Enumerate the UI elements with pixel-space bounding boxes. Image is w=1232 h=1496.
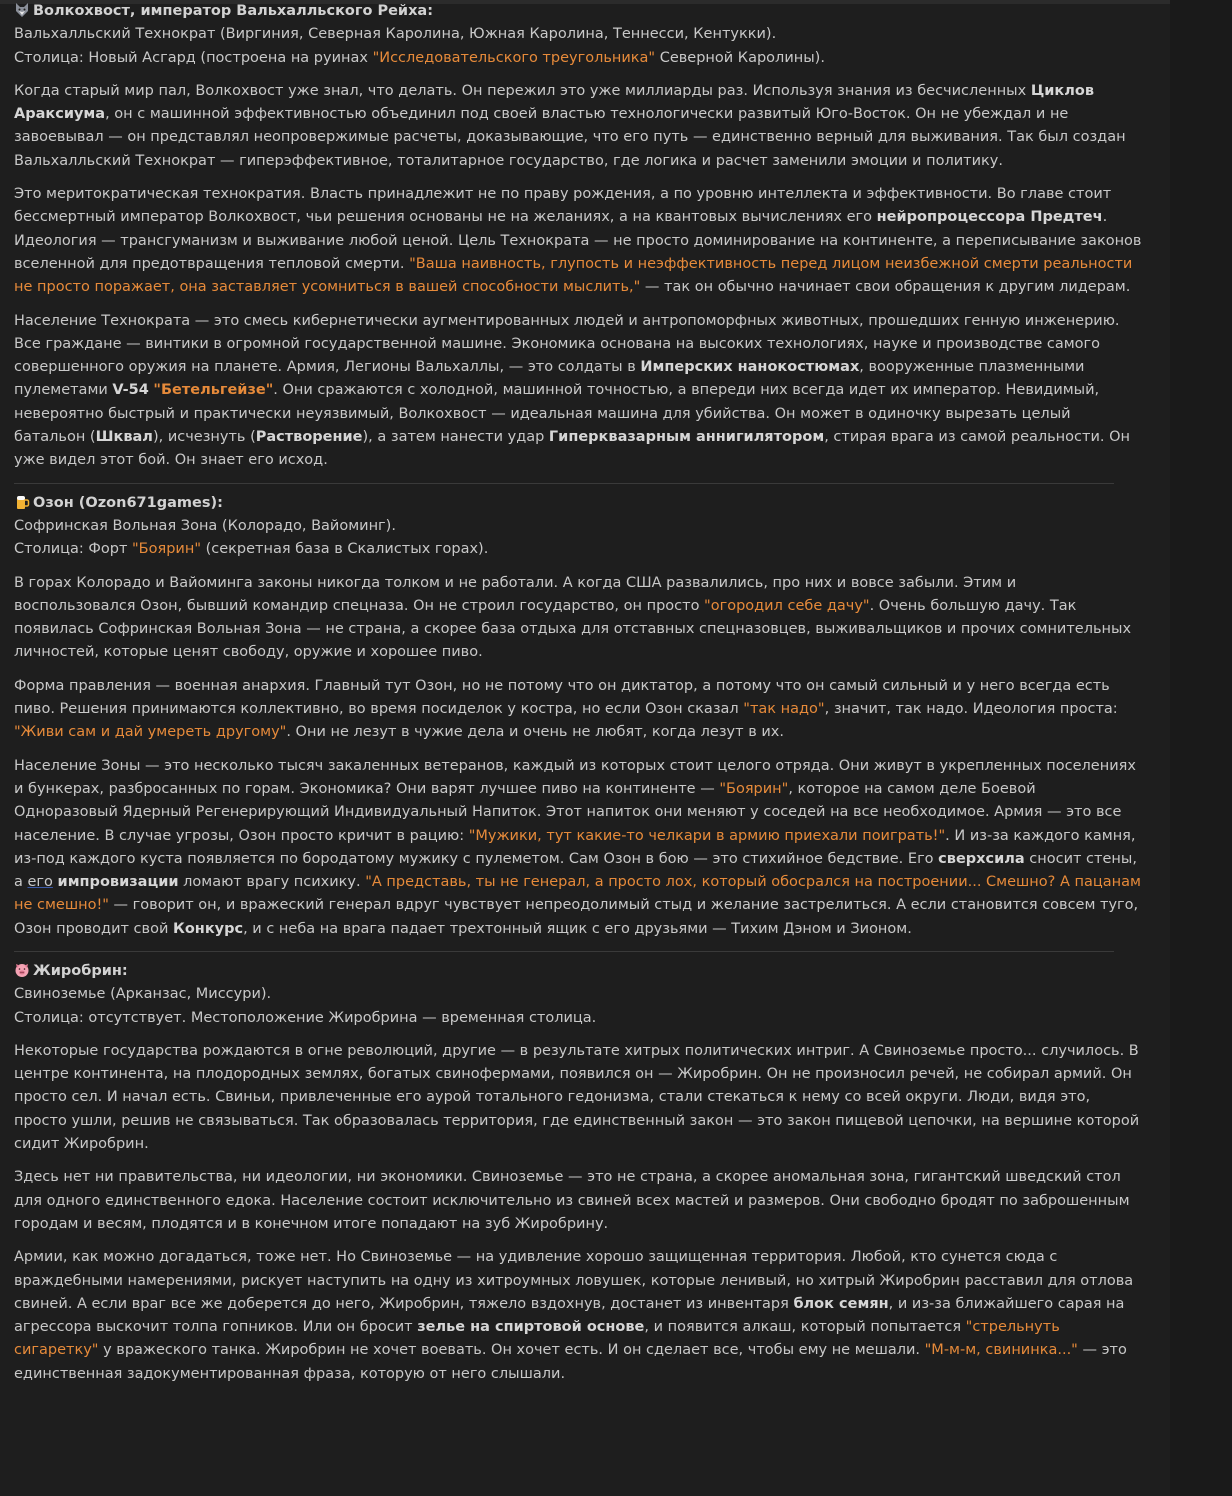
paragraph: Здесь нет ни правительства, ни идеологии, ни экономики. Свиноземье — это не страна, а скорее аномальная зона, гигантский шведский стол для одного единственного едока. Население состоит исключительно из свиней всех мастей и размеров. Они свободно бродят по заброшенным городам и весям, плодятся и в конечном итоге попадают на зуб Жиробрину.	[14, 1169, 1130, 1232]
text: у вражеского танка. Жиробрин не хочет воевать. Он хочет есть. И он сделает все, чтобы ему не мешали.	[98, 1342, 925, 1359]
bold-term: сверхсила	[938, 850, 1025, 867]
message-body	[14, 0, 1142, 1396]
section-title: Волкохвост, император Вальхалльского Рейха:	[33, 3, 434, 19]
text: . Очень большую дачу. Так появилась Софринская Вольная Зона — не страна, а скорее база отдыха для отставных спецназовцев, выживальщиков и прочих сомнительных личностей, которые ценят свободу, оружие и хорошее пиво.	[14, 597, 1132, 661]
text: Население Зоны — это несколько тысяч закаленных ветеранов, каждый из которых стоит целого отряда. Они живут в укрепленных поселениях и бункерах, разбросанных по горам. Экономика? Они варят лучшее пиво на континенте —	[14, 757, 1136, 797]
state-line: Вальхалльский Технократ (Виргиния, Северная Каролина, Южная Каролина, Теннесси, Кентукки).	[14, 26, 777, 43]
section-zhirobrin	[14, 960, 1142, 1386]
quote: "Бетельгейзе"	[153, 382, 274, 399]
paragraph	[14, 80, 1142, 173]
quote: "Мужики, тут какие-то челкари в армию приехали поиграть!"	[468, 827, 946, 844]
quote: "огородил себе дачу"	[704, 597, 870, 614]
text: (секретная база в Скалистых горах).	[201, 541, 489, 558]
bold-term: Имперских нанокостюмах	[640, 359, 860, 376]
text: ломают врагу психику.	[178, 874, 366, 891]
paragraph	[14, 310, 1142, 473]
text: — так он обычно начинает свои обращения к другим лидерам.	[640, 279, 1131, 296]
text: Северной Каролины).	[655, 49, 825, 66]
underlined-word: его	[27, 874, 53, 891]
bold-term: Шквал	[95, 429, 153, 446]
quote: "так надо"	[743, 701, 825, 718]
bold-term: Конкурс	[172, 920, 244, 937]
quote: "Боярин"	[132, 541, 201, 558]
bold-term: зелье на спиртовой основе	[417, 1319, 645, 1336]
text: Это меритократическая технократия. Власть принадлежит не по праву рождения, а по уровню интеллекта и эффективности. Во главе стоит бессмертный император Волкохвост, чьи решения основаны не на желаниях, а на квантовых вычислениях его	[14, 186, 1112, 226]
bold-term: блок семян	[793, 1295, 889, 1312]
text: . Идеология — трансгуманизм и выживание любой ценой. Цель Технократа — не просто доминирование на континенте, а переписывание законов вселенной для предотвращения тепловой смерти.	[14, 209, 1142, 272]
paragraph	[14, 755, 1142, 941]
text: Армии, как можно догадаться, тоже нет. Но Свиноземье — на удивление хорошо защищенная территория. Любой, кто сунется сюда с враждебными намерениями, рискует наступить на одну из хитроумных ловушек, которые ленивый, но хитрый Жиробрин расставил для отлова свиней. А если враг все же доберется до него, Жиробрин, тяжело вздохнув, достанет из инвентаря	[14, 1249, 1134, 1312]
text: — это единственная задокументированная фраза, которую от него слышали.	[14, 1342, 1127, 1382]
section-ozon	[14, 492, 1142, 941]
text: ), а затем нанести удар	[362, 429, 549, 446]
paragraph	[14, 572, 1142, 665]
text: . Они сражаются с холодной, машинной точностью, а впереди них всегда идет их император. Невидимый, невероятно быстрый и практически неуязвимый, Волкохвост — идеальная машина для убийства. Он может в одиночку вырезать целый батальон (	[14, 382, 1100, 446]
quote: "А представь, ты не генерал, а просто лох, который обосрался на построении... Смешно? А пацанам не смешно!"	[14, 874, 1141, 914]
text: , и из-за ближайшего сарая на агрессора выскочит толпа гопников. Или он бросит	[14, 1295, 1125, 1336]
capital-line	[14, 538, 1142, 561]
bold-term: V-54	[112, 382, 149, 399]
section-header	[14, 492, 1142, 515]
divider	[14, 951, 1114, 952]
text: , которое на самом деле Боевой Одноразовый Ядерный Регенерирующий Индивидуальный Напиток. Этот напиток они меняют у соседей на все необходимое. Армия — это все население. В случае угрозы, Озон просто кричит в рацию:	[14, 780, 1122, 844]
section-title: Озон (Ozon671games):	[33, 494, 223, 511]
paragraph: Некоторые государства рождаются в огне революций, другие — в результате хитрых политических интриг. А Свиноземье просто... случилось. В центре континента, на плодородных землях, богатых свинофермами, появился он — Жиробрин. Он не произносил речей, не собирал армий. Он просто сел. И начал есть. Свиньи, привлеченные его аурой тотального гедонизма, стали стекаться к нему со всей округи. Люди, видя это, просто ушли, решив не связываться. Так образовалась территория, где единственный закон — это закон пищевой цепочки, на вершине которой сидит Жиробрин.	[14, 1042, 1140, 1153]
quote: "Исследовательского треугольника"	[372, 49, 656, 66]
capital-line: Столица: отсутствует. Местоположение Жиробрина — временная столица.	[14, 1009, 597, 1026]
bold-term: импровизации	[57, 874, 179, 891]
bold-term: нейропроцессора Предтеч	[876, 209, 1103, 226]
text: В горах Колорадо и Вайоминга законы никогда толком и не работали. А когда США развалились, про них и вовсе забыли. Этим и воспользовался Озон, бывший командир спецназа. Он не строил государство, он просто	[14, 574, 1017, 614]
text: Когда старый мир пал, Волкохвост уже знал, что делать. Он пережил это уже миллиарды раз. Используя знания из бесчисленных	[14, 82, 1031, 99]
bold-term: Гиперквазарным аннигилятором	[548, 429, 825, 446]
bold-term: Циклов Араксиума	[14, 82, 1095, 123]
quote: "стрельнуть сигаретку"	[14, 1319, 1060, 1359]
beer-mug-icon	[14, 494, 30, 510]
text: ), исчезнуть (	[152, 429, 256, 446]
text: — говорит он, и вражеский генерал вдруг чувствует непреодолимый стыд и желание застрелиться. А если становится совсем туго, Озон проводит свой	[14, 897, 1139, 937]
text: , вооруженные плазменными пулеметами	[14, 359, 1085, 399]
text: , и с неба на врага падает трехтонный ящик с его друзьями — Тихим Дэном и Зионом.	[243, 920, 912, 937]
section-header	[14, 960, 1142, 983]
text: . Они не лезут в чужие дела и очень не любят, когда лезут в их.	[286, 724, 784, 741]
section-header	[14, 0, 1142, 23]
state-line: Свиноземье (Арканзас, Миссури).	[14, 986, 272, 1003]
text: , и появится алкаш, который попытается	[644, 1319, 966, 1336]
text: Население Технократа — это смесь кибернетически аугментированных людей и антропоморфных животных, прошедших генную инженерию. Все граждане — винтики в огромной государственной машине. Экономика основана на высоких технологиях, науке и производстве самого совершенного оружия на планете. Армия, Легионы Вальхаллы, — это солдаты в	[14, 312, 1120, 376]
quote: "М-м-м, свининка..."	[924, 1342, 1078, 1359]
quote: "Боярин"	[719, 780, 789, 797]
text: сносит стены, а	[14, 850, 1137, 891]
text: Столица: Новый Асгард (построена на руинах	[14, 49, 373, 66]
bold-term: Растворение	[255, 429, 363, 446]
paragraph	[14, 1246, 1142, 1386]
paragraph	[14, 183, 1142, 299]
text: , стирая врага из самой реальности. Он уже видел этот бой. Он знает его исход.	[14, 429, 1130, 469]
paragraph	[14, 675, 1142, 745]
section-title: Жиробрин:	[33, 962, 128, 979]
quote: "Живи сам и дай умереть другому"	[14, 724, 287, 741]
state-line: Софринская Вольная Зона (Колорадо, Вайоминг).	[14, 517, 396, 534]
section-volkohvost	[14, 0, 1142, 473]
text: Форма правления — военная анархия. Главный тут Озон, но не потому что он диктатор, а потому что он самый сильный и у него всегда есть пиво. Решения принимаются коллективно, во время посиделок у костра, но если Озон сказал	[14, 677, 1110, 718]
text: , значит, так надо. Идеология проста:	[824, 701, 1118, 718]
wolf-icon	[14, 2, 30, 18]
scroll-gutter	[1170, 0, 1232, 1496]
pig-face-icon	[14, 962, 30, 978]
text: . И из-за каждого камня, из-под каждого куста появляется по бородатому мужику с пулеметом. Сам Озон в бою — это стихийное бедствие. Его	[14, 827, 1136, 867]
text: Столица: Форт	[14, 541, 132, 558]
text: , он с машинной эффективностью объединил под своей властью технологически развитый Юго-Восток. Он не убеждал и не завоевывал — он представлял неопровержимые расчеты, доказывающие, что его путь — единственно верный для выживания. Так был создан Вальхалльский Технократ — гиперэффективное, тоталитарное государство, где логика и расчет заменили эмоции и политику.	[14, 106, 1126, 169]
capital-line	[14, 47, 1142, 70]
quote: "Ваша наивность, глупость и неэффективность перед лицом неизбежной смерти реальности не просто поражает, она заставляет усомниться в вашей способности мыслить,"	[14, 255, 1133, 296]
divider	[14, 483, 1114, 484]
